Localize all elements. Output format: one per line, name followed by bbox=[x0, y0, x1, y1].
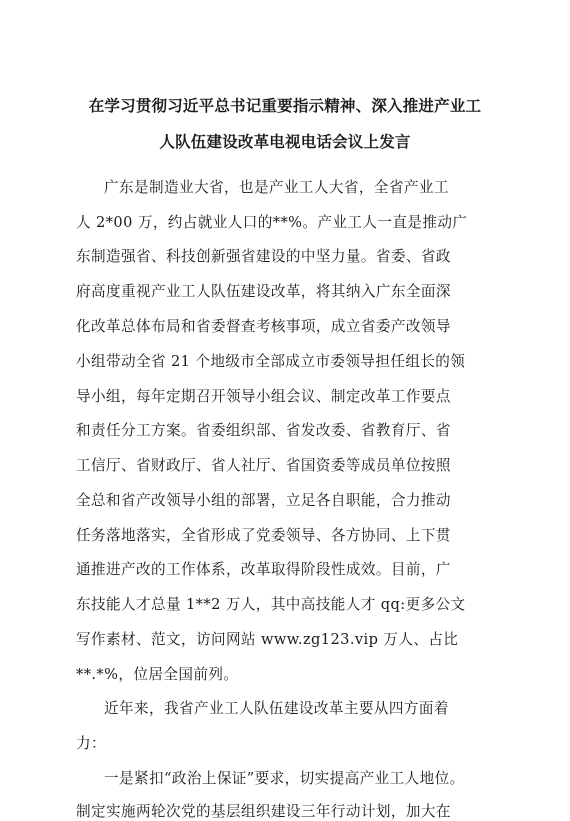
paragraph-line: 小组带动全省 21 个地级市全部成立市委领导担任组长的领 bbox=[76, 353, 466, 370]
paragraph-line: 东技能人才总量 1**2 万人，其中高技能人才 qq:更多公文 bbox=[76, 596, 466, 613]
paragraph-line: 工信厅、省财政厅、省人社厅、省国资委等成员单位按照 bbox=[76, 457, 451, 474]
paragraph-line: 力： bbox=[76, 735, 106, 752]
paragraph-line: **.*%，位居全国前列。 bbox=[76, 666, 239, 683]
paragraph-line: 东制造强省、科技创新强省建设的中坚力量。省委、省政 bbox=[76, 248, 451, 265]
paragraph-line: 写作素材、范文，访问网站 www.zg123.vip 万人、占比 bbox=[76, 631, 459, 648]
paragraph-line: 制定实施两轮次党的基层组织建设三年行动计划，加大在 bbox=[76, 803, 451, 820]
paragraph-line: 广东是制造业大省，也是产业工人大省，全省产业工 bbox=[104, 179, 449, 196]
paragraph-line: 人 2*00 万，约占就业人口的**%。产业工人一直是推动广 bbox=[76, 214, 468, 231]
paragraph-line: 府高度重视产业工人队伍建设改革，将其纳入广东全面深 bbox=[76, 283, 451, 300]
paragraph-line: 通推进产改的工作体系，改革取得阶段性成效。目前，广 bbox=[76, 561, 451, 578]
paragraph-line: 近年来，我省产业工人队伍建设改革主要从四方面着 bbox=[104, 700, 449, 717]
paragraph-line: 任务落地落实，全省形成了党委领导、各方协同、上下贯 bbox=[76, 527, 451, 544]
paragraph-line: 全总和省产改领导小组的部署，立足各自职能，合力推动 bbox=[76, 492, 451, 509]
paragraph-line: 一是紧扣“政治上保证”要求，切实提高产业工人地位。 bbox=[104, 770, 465, 787]
document-title-line-2: 人队伍建设改革电视电话会议上发言 bbox=[159, 132, 411, 151]
paragraph-line: 和责任分工方案。省委组织部、省发改委、省教育厅、省 bbox=[76, 422, 451, 439]
paragraph-line: 导小组，每年定期召开领导小组会议、制定改革工作要点 bbox=[76, 388, 451, 405]
document-title-line-1: 在学习贯彻习近平总书记重要指示精神、深入推进产业工 bbox=[88, 96, 482, 115]
paragraph-line: 化改革总体布局和省委督查考核事项，成立省委产改领导 bbox=[76, 318, 451, 335]
